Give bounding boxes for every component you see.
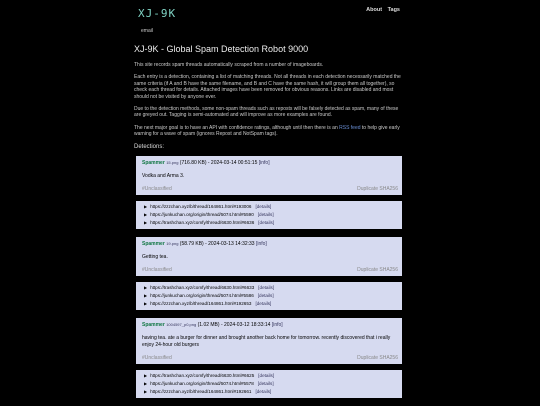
info-link[interactable]: [info] xyxy=(258,159,270,166)
thread-url: https://trashchan.xyz/comfy/thread/6630.html#6625 xyxy=(150,372,255,378)
intro-paragraph-1: This site records spam threads automatically scraped from a number of imageboards. xyxy=(134,62,324,68)
triangle-right-icon[interactable]: ▶ xyxy=(144,388,148,394)
triangle-right-icon[interactable]: ▶ xyxy=(144,211,148,217)
details-link[interactable]: [details] xyxy=(257,293,274,299)
file-name[interactable]: 1004597_p0.png xyxy=(166,322,197,328)
details-link[interactable]: [details] xyxy=(255,301,272,307)
thread-url: https://junkuchan.org/origin/thread/5074.html#5590 xyxy=(150,211,254,217)
thread-url: https://zzzchan.xyz/b/thread/164861.html#193006 xyxy=(150,203,252,209)
intro-paragraph-4: The next major goal is to have an API with confidence ratings, although until then there is an RSS feed to help give early warning for a wave of spam (ignores Repost and NotSpam tags). xyxy=(134,124,400,138)
thread-url: https://junkuchan.org/origin/thread/5074.html#5578 xyxy=(150,380,254,386)
triangle-right-icon[interactable]: ▶ xyxy=(144,285,148,291)
thread-link-row xyxy=(144,300,398,308)
main-content xyxy=(134,44,402,406)
thread-link-row xyxy=(144,219,398,227)
info-link[interactable]: [info] xyxy=(271,322,283,329)
triangle-right-icon[interactable]: ▶ xyxy=(144,380,148,386)
post-body: Vodka and Arma 3. xyxy=(142,172,185,179)
details-link[interactable]: [details] xyxy=(258,372,275,378)
thread-link-row xyxy=(144,203,398,211)
thread-url: https://trashchan.xyz/comfy/thread/6630.html#6633 xyxy=(150,285,255,291)
thread-url: https://zzzchan.xyz/b/thread/164861.html#192653 xyxy=(150,301,252,307)
thread-links-list xyxy=(136,282,402,310)
nav-about[interactable]: About xyxy=(366,7,383,13)
post-header xyxy=(142,160,398,166)
detection-post xyxy=(136,156,402,195)
info-link[interactable]: [info] xyxy=(255,240,267,247)
details-link[interactable]: [details] xyxy=(258,219,275,225)
post-meta: (1.02 MB) - 2024-03-12 18:33:14 xyxy=(196,322,272,329)
triangle-right-icon[interactable]: ▶ xyxy=(144,293,148,299)
thread-link-row xyxy=(144,292,398,300)
email-link[interactable]: email xyxy=(141,28,153,34)
post-header xyxy=(142,322,398,328)
detections-heading: Detections: xyxy=(134,143,165,150)
post-header xyxy=(142,241,398,247)
thread-link-row xyxy=(144,372,398,380)
details-link[interactable]: [details] xyxy=(257,380,274,386)
triangle-right-icon[interactable]: ▶ xyxy=(144,203,148,209)
thread-url: https://junkuchan.org/origin/thread/5074.html#5586 xyxy=(150,293,254,299)
detection-post xyxy=(136,318,402,364)
thread-link-row xyxy=(144,284,398,292)
details-link[interactable]: [details] xyxy=(255,203,272,209)
post-footer xyxy=(142,355,398,361)
details-link[interactable]: [details] xyxy=(258,285,275,291)
file-name[interactable]: 19.png xyxy=(166,240,179,246)
duplicate-type: Duplicate SHA256 xyxy=(357,354,398,361)
thread-links-list xyxy=(136,370,402,398)
post-meta: (716.80 KB) - 2024-03-14 00:51:15 xyxy=(178,159,259,166)
details-link[interactable]: [details] xyxy=(255,388,272,394)
site-logo[interactable]: XJ-9K xyxy=(138,7,177,20)
poster-name: Spammer xyxy=(142,159,165,166)
duplicate-type: Duplicate SHA256 xyxy=(357,185,398,192)
intro-paragraph-2: Each entry is a detection, containing a list of matching threads. Not all threads in each detection necessarily matched the same criteria (if A and B have the same filename, and B and C have the same hash, it will group them all together), so check each thread for details. Attached images have been removed for obvious reasons. Links are disabled and most should not be visited by anyone ever. xyxy=(134,74,401,100)
thread-link-row xyxy=(144,388,398,396)
triangle-right-icon[interactable]: ▶ xyxy=(144,301,148,307)
post-footer xyxy=(142,267,398,273)
thread-url: https://trashchan.xyz/comfy/thread/6630.html#6636 xyxy=(150,219,255,225)
thread-url: https://zzzchan.xyz/b/thread/164861.html#192661 xyxy=(150,388,252,394)
thread-link-row xyxy=(144,380,398,388)
top-bar xyxy=(0,0,540,36)
post-footer xyxy=(142,186,398,192)
duplicate-type: Duplicate SHA256 xyxy=(357,267,398,274)
post-body: having tea. ate a burger for dinner and brought another back home for tomorrow. recently discovered that i really enjoy 24-hour old burgers xyxy=(142,335,391,348)
poster-name: Spammer xyxy=(142,322,165,329)
post-body: Getting tea. xyxy=(142,253,168,260)
post-tag: #Unclassified xyxy=(142,354,172,361)
triangle-right-icon[interactable]: ▶ xyxy=(144,372,148,378)
post-tag: #Unclassified xyxy=(142,185,172,192)
detection-post xyxy=(136,237,402,276)
poster-name: Spammer xyxy=(142,240,165,247)
thread-links-list xyxy=(136,201,402,229)
file-name[interactable]: 15.png xyxy=(166,159,179,165)
post-meta: (58.79 KB) - 2024-03-13 14:32:33 xyxy=(178,240,256,247)
intro-paragraph-3: Due to the detection methods, some non-spam threads such as reposts will be falsely detected as spam, many of these are greyed out. Tagging is semi-automated and will improve as more examples are found. xyxy=(134,106,399,119)
thread-link-row xyxy=(144,211,398,219)
details-link[interactable]: [details] xyxy=(257,211,274,217)
triangle-right-icon[interactable]: ▶ xyxy=(144,219,148,225)
rss-feed-link[interactable]: RSS feed xyxy=(339,124,361,131)
post-tag: #Unclassified xyxy=(142,267,172,274)
top-nav xyxy=(362,7,400,13)
page-title: XJ-9K - Global Spam Detection Robot 9000 xyxy=(134,44,309,54)
nav-tags[interactable]: Tags xyxy=(387,7,400,13)
